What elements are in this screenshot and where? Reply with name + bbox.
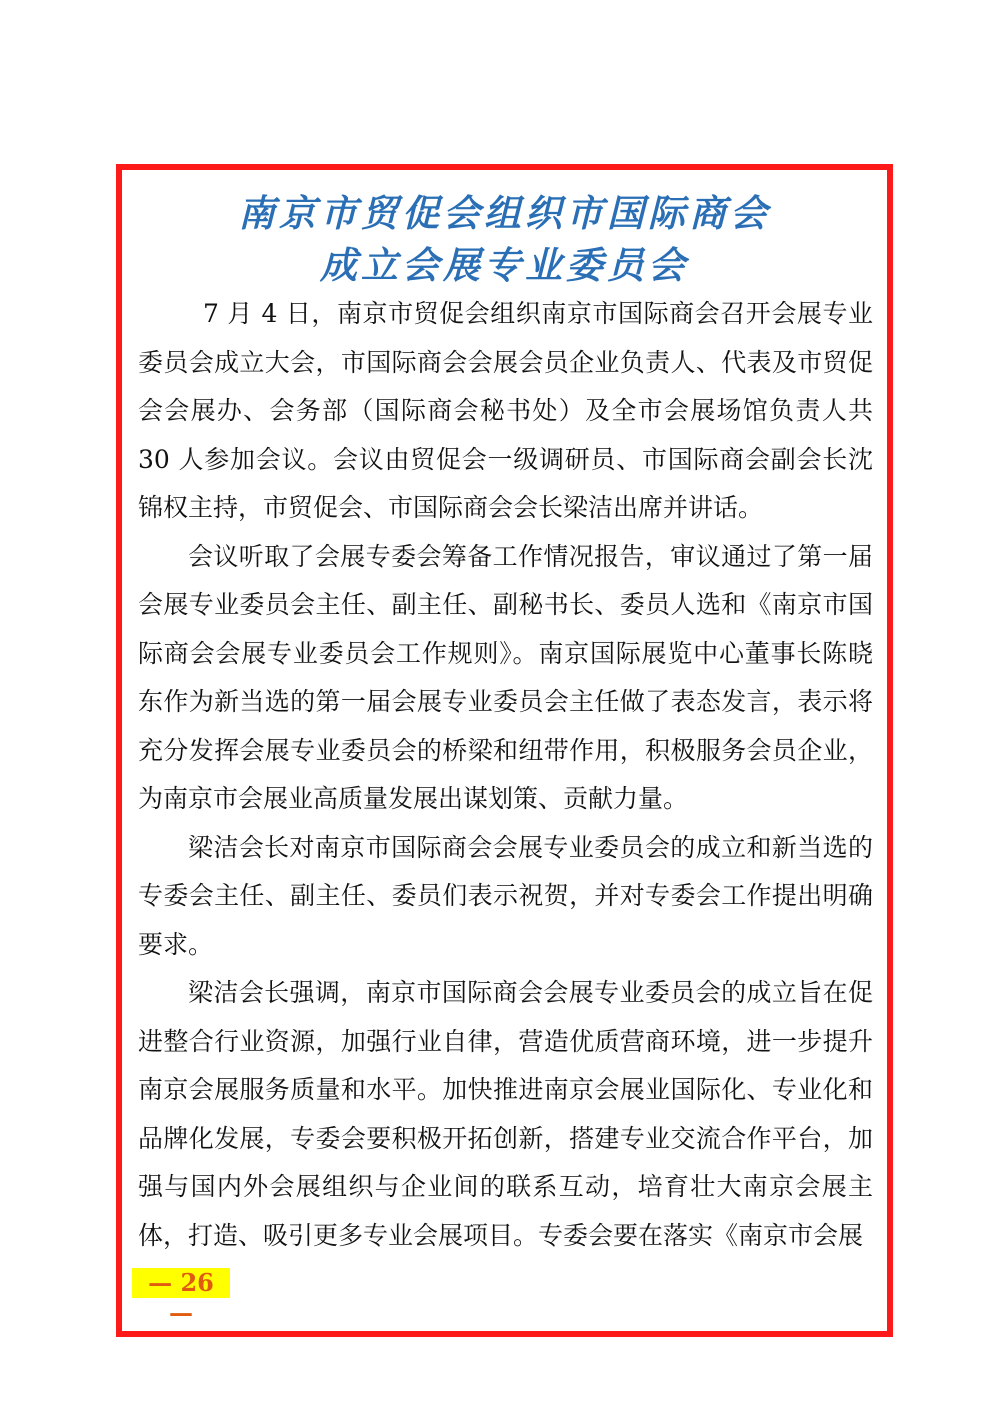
page-frame: [116, 164, 893, 1337]
article-title-line-2: 成立会展专业委员会: [320, 243, 689, 287]
paragraph-4: 梁洁会长强调，南京市国际商会会展专业委员会的成立旨在促进整合行业资源，加强行业自律，营造优质营商环境，进一步提升南京会展服务质量和水平。加快推进南京会展业国际化、专业化和品牌化发展，专委会要积极开拓创新，搭建专业交流合作平台，加强与国内外会展组织与企业间的联系互动，培育壮大南京会展主体，打造、吸引更多专业会展项目。专委会要在落实《南京市会展: [138, 978, 873, 1250]
paragraph-2: 会议听取了会展专委会筹备工作情况报告，审议通过了第一届会展专业委员会主任、副主任、副秘书长、委员人选和《南京市国际商会会展专业委员会工作规则》。南京国际展览中心董事长陈晓东作为新当选的第一届会展专业委员会主任做了表态发言，表示将充分发挥会展专业委员会的桥梁和纽带作用，积极服务会员企业，为南京市会展业高质量发展出谋划策、贡献力量。: [138, 541, 873, 813]
article-title-line-1: 南京市贸促会组织市国际商会: [238, 191, 771, 235]
paragraph-1: 7 月 4 日，南京市贸促会组织南京市国际商会召开会展专业委员会成立大会，市国际商会会展会员企业负责人、代表及市贸促会会展办、会务部（国际商会秘书处）及全市会展场馆负责人共 30 人参加会议。会议由贸促会一级调研员、市国际商会副会长沈锦权主持，市贸促会、市国际商会会长梁洁出席并讲话。: [138, 299, 873, 522]
page-number: — 26 —: [132, 1268, 230, 1298]
article-body: [138, 290, 873, 1260]
paragraph-3: 梁洁会长对南京市国际商会会展专业委员会的成立和新当选的专委会主任、副主任、委员们表示祝贺，并对专委会工作提出明确要求。: [138, 832, 873, 959]
